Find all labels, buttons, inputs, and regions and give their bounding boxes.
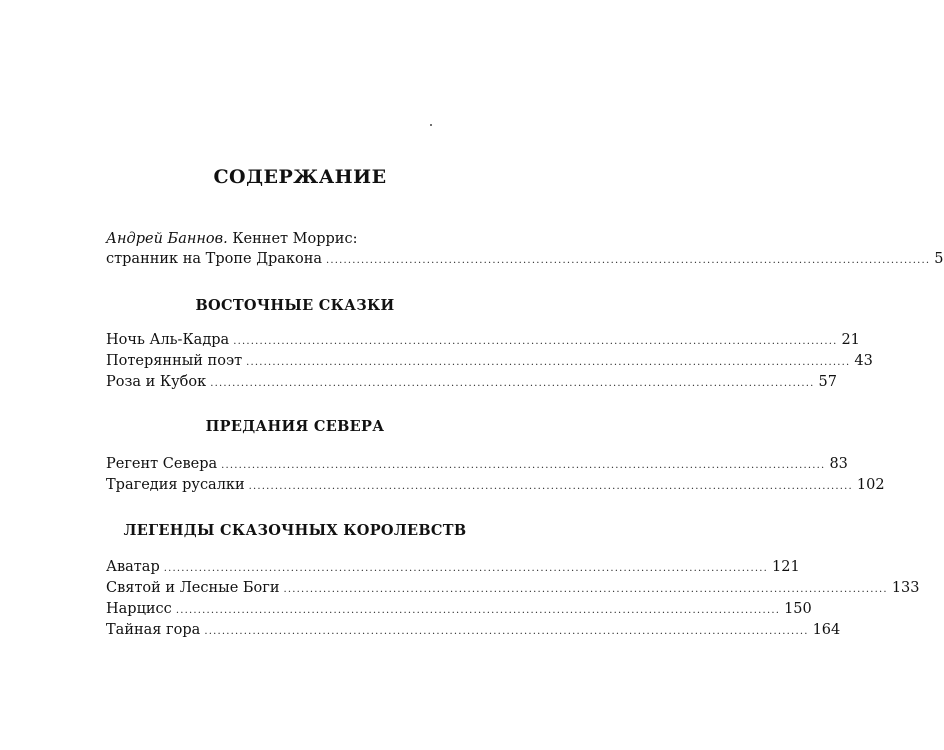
section-heading: ПРЕДАНИЯ СЕВЕРА [205,418,385,435]
toc-entry-page: 102 [856,477,885,493]
toc-entry [106,475,885,495]
toc-entry-page: 121 [772,559,800,575]
dot-leader: .......................................................................................................................................... [248,481,853,492]
toc-entry-page: 150 [784,601,812,617]
toc-entry-title: странник на Тропе Дракона [106,251,323,267]
dot-leader: .......................................................................................................................................... [221,460,826,471]
toc-entry-title: Аватар [106,559,160,575]
toc-entry-title: Тайная гора [106,622,201,638]
dot-leader: .......................................................................................................................................... [233,336,838,347]
toc-entry-page: 133 [891,580,920,596]
dot-leader: .......................................................................................................................................... [210,378,815,389]
toc-entry-title: Роза и Кубок [106,374,207,390]
toc-entry-intro [106,249,944,269]
toc-entry-title: Нарцисс [106,601,172,617]
section-heading: ВОСТОЧНЫЕ СКАЗКИ [195,297,395,314]
toc-entry-page: 83 [829,456,848,472]
dot-leader: .......................................................................................................................................... [175,605,781,616]
toc-entry [106,330,860,350]
contents-title: СОДЕРЖАНИЕ [213,166,387,188]
dot-leader: .......................................................................................................................................... [163,563,769,574]
toc-entry-title: Потерянный поэт [106,353,243,369]
toc-entry-page: 5 [934,251,944,267]
dot-leader: .......................................................................................................................................... [283,584,888,595]
toc-entry-title: Трагедия русалки [106,477,245,493]
intro-line-1 [106,229,486,249]
dot-leader: .......................................................................................................................................... [204,626,809,637]
print-speck [430,124,432,126]
toc-entry-page: 164 [812,622,841,638]
toc-entry [106,557,800,577]
toc-entry-title: Регент Севера [106,456,218,472]
section-heading: ЛЕГЕНДЫ СКАЗОЧНЫХ КОРОЛЕВСТВ [123,522,467,539]
toc-entry-page: 57 [818,374,837,390]
toc-entry [106,599,812,619]
toc-entry-title: Святой и Лесные Боги [106,580,280,596]
dot-leader: .......................................................................................................................................... [326,255,931,266]
intro-author: Андрей Баннов. [106,231,228,247]
toc-entry-page: 21 [841,332,860,348]
toc-entry-title: Ночь Аль-Кадра [106,332,230,348]
intro-subject: Кеннет Моррис: [227,231,358,247]
dot-leader: .......................................................................................................................................... [246,357,851,368]
toc-entry [106,372,837,392]
toc-entry [106,578,920,598]
toc-entry [106,454,848,474]
toc-entry-page: 43 [854,353,873,369]
toc-entry [106,351,873,371]
toc-entry [106,620,841,640]
